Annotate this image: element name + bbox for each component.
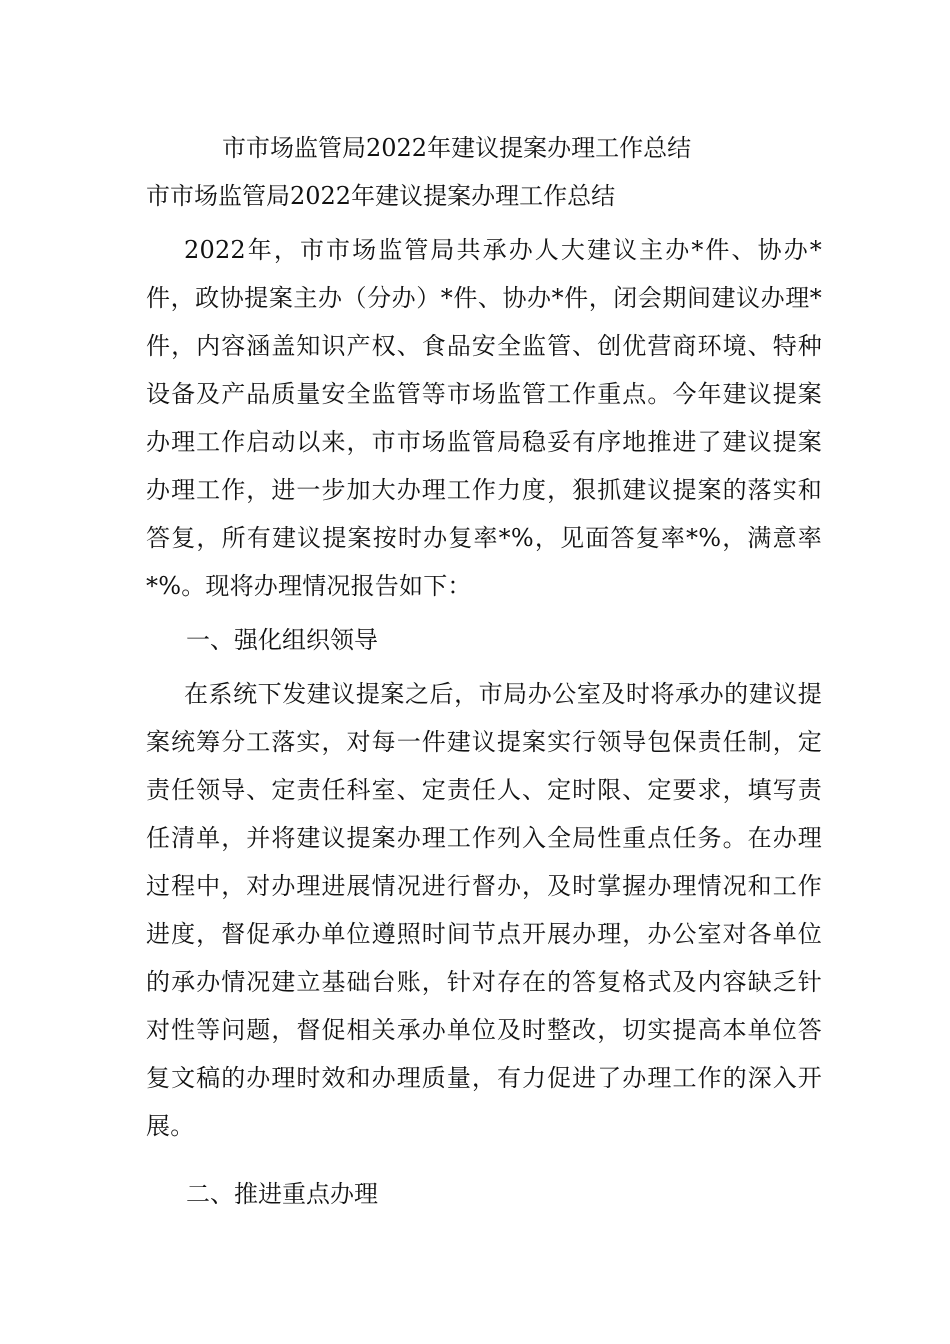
section-heading-1: 一、强化组织领导	[186, 626, 378, 654]
document-title: 市市场监管局2022年建议提案办理工作总结	[222, 134, 692, 162]
section-1-paragraph: 在系统下发建议提案之后，市局办公室及时将承办的建议提案统筹分工落实，对每一件建议提案实行领导包保责任制，定责任领导、定责任科室、定责任人、定时限、定要求，填写责任清单，并将建议提案办理工作列入全局性重点任务。在办理过程中，对办理进展情况进行督办，及时掌握办理情况和工作进度，督促承办单位遵照时间节点开展办理，办公室对各单位的承办情况建立基础台账，针对存在的答复格式及内容缺乏针对性等问题，督促相关承办单位及时整改，切实提高本单位答复文稿的办理时效和办理质量，有力促进了办理工作的深入开展。	[146, 680, 822, 1140]
section-heading-2: 二、推进重点办理	[186, 1180, 378, 1208]
document-subtitle: 市市场监管局2022年建议提案办理工作总结	[146, 182, 616, 210]
document-body	[146, 128, 822, 1218]
intro-paragraph: 2022年，市市场监管局共承办人大建议主办*件、协办*件，政协提案主办（分办）*件、协办*件，闭会期间建议办理*件，内容涵盖知识产权、食品安全监管、创优营商环境、特种设备及产品质量安全监管等市场监管工作重点。今年建议提案办理工作启动以来，市市场监管局稳妥有序地推进了建议提案办理工作，进一步加大办理工作力度，狠抓建议提案的落实和答复，所有建议提案按时办复率*%，见面答复率*%，满意率*%。现将办理情况报告如下：	[146, 236, 822, 600]
spacer	[146, 1150, 822, 1170]
